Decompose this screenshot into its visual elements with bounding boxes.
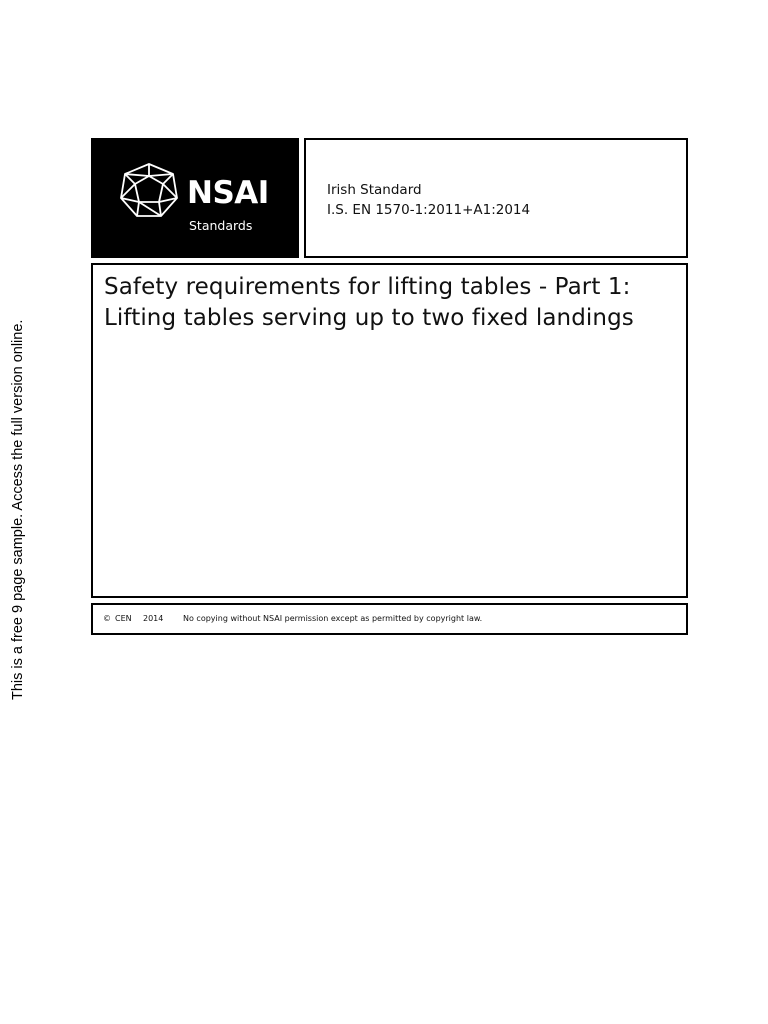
logo-subtitle: Standards xyxy=(189,218,253,233)
nsai-logo xyxy=(91,138,299,258)
standard-number: I.S. EN 1570-1:2011+A1:2014 xyxy=(327,202,531,218)
copyright-footer xyxy=(91,603,688,635)
sample-notice: This is a free 9 page sample. Access the full version online. xyxy=(10,319,26,700)
copyright-year: 2014 xyxy=(143,614,164,623)
copyright-organization: CEN xyxy=(115,614,132,623)
document-title-box xyxy=(91,263,688,598)
document-title: Safety requirements for lifting tables - Part 1: Lifting tables serving up to two fixed landings xyxy=(104,274,634,331)
copyright-symbol: © xyxy=(103,614,111,623)
standard-info-box xyxy=(304,138,688,258)
logo-wordmark: NSAI xyxy=(187,175,269,211)
copyright-notice: No copying without NSAI permission except as permitted by copyright law. xyxy=(183,614,483,623)
standard-type: Irish Standard xyxy=(327,182,422,198)
polyhedron-logo-icon xyxy=(119,162,179,218)
